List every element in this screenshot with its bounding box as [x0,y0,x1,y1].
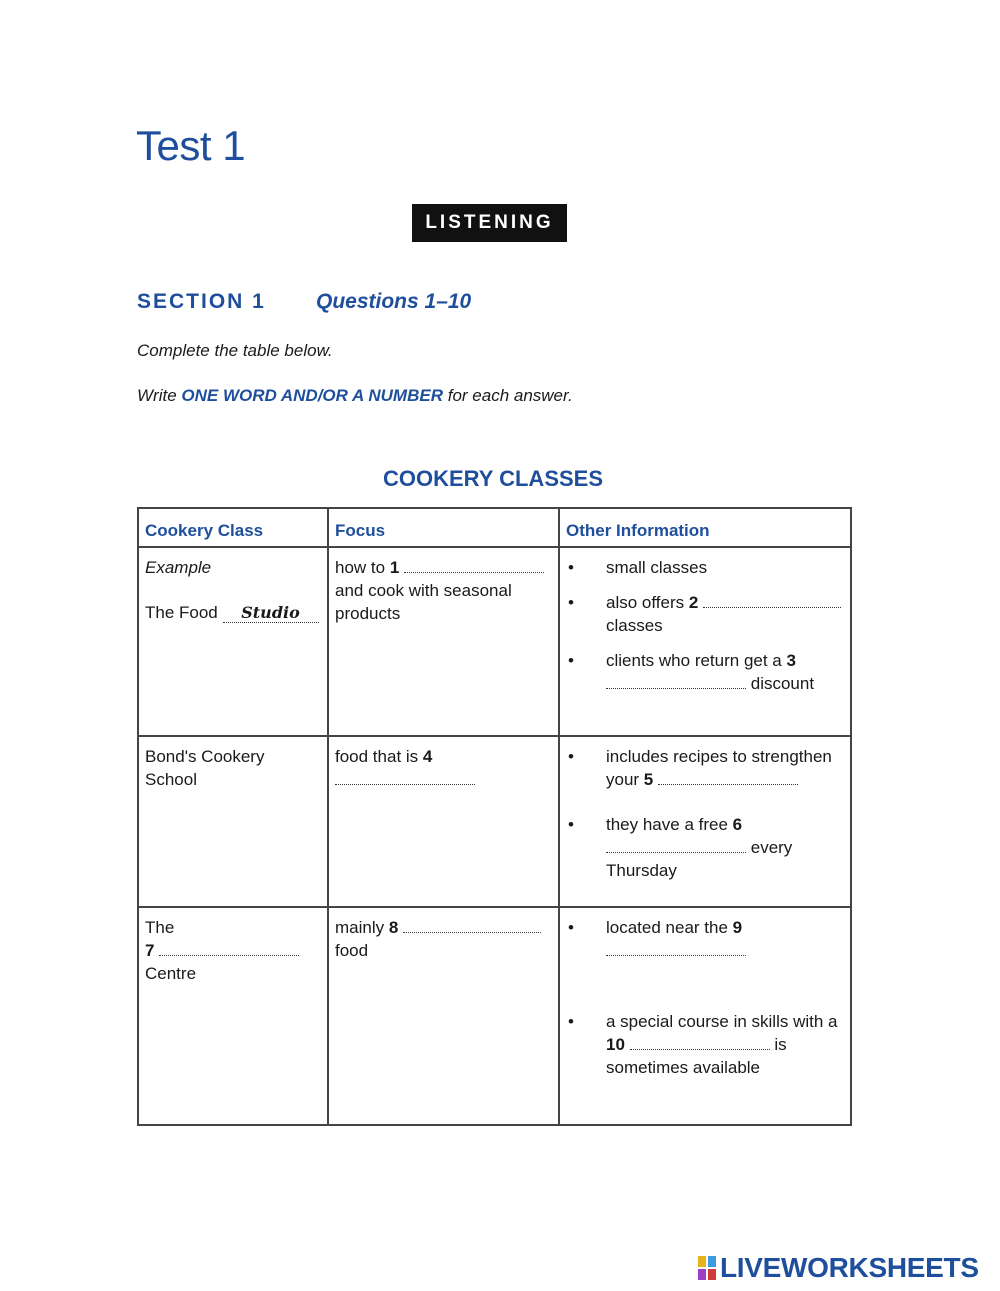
question-number-1: 1 [389,558,400,577]
section-label: SECTION 1 [137,290,266,313]
row1-focus-suffix: and cook with seasonal products [335,581,512,623]
row1-focus-prefix: how to [335,558,390,577]
header-focus: Focus [328,508,559,547]
instruction-prefix: Write [137,386,182,405]
bullet-icon: • [568,1012,574,1031]
question-number-8: 8 [388,918,399,937]
page-title: Test 1 [136,122,246,169]
example-answer-blank [223,604,319,623]
answer-blank-6[interactable] [606,838,746,853]
row1-info2 [606,591,844,637]
row2-info2 [606,813,844,882]
bullet-icon: • [568,815,574,834]
table-header-row [138,508,851,547]
row1-info2-prefix: also offers [606,593,689,612]
row1-class-cell [138,547,328,736]
header-cookery-class: Cookery Class [138,508,328,547]
example-label: Example [145,558,212,577]
answer-blank-3[interactable] [606,674,746,689]
row1-info3-prefix: clients who return get a [606,651,787,670]
instruction-line-1: Complete the table below. [137,341,333,360]
logo-square-blue [707,1255,717,1268]
row2-info1-prefix: includes recipes to strengthen your [606,747,832,789]
row2-info-cell [559,736,851,907]
instruction-line-2 [137,386,573,406]
list-item [566,591,844,637]
liveworksheets-logo-icon [697,1255,717,1281]
list-item [566,745,844,791]
row1-info2-suffix: classes [606,616,663,635]
answer-blank-9[interactable] [606,941,746,956]
row1-focus-text [335,556,552,625]
row3-focus-text [335,916,552,962]
row3-focus-cell [328,907,559,1125]
table-row [138,907,851,1125]
list-item [566,813,844,882]
row2-class-name: Bond's Cookery School [145,747,265,789]
header-other-information: Other Information [559,508,851,547]
bullet-icon: • [568,593,574,612]
row3-class-cell [138,907,328,1125]
row3-info2 [606,1010,844,1079]
liveworksheets-logo[interactable] [697,1252,979,1284]
row1-focus-cell [328,547,559,736]
bullet-icon: • [568,651,574,670]
row1-info1: small classes [606,558,708,577]
instruction-suffix: for each answer. [443,386,573,405]
row2-focus-cell [328,736,559,907]
table-title: COOKERY CLASSES [382,466,604,491]
table-row [138,547,851,736]
answer-blank-2[interactable] [703,593,841,608]
logo-square-red [707,1268,717,1281]
question-number-7: 7 [145,941,155,960]
question-number-4: 4 [422,747,433,766]
cookery-classes-table [137,507,852,1126]
question-number-5: 5 [643,770,654,789]
list-item [566,1010,844,1079]
bullet-icon: • [568,558,574,577]
answer-blank-7[interactable] [159,941,299,956]
row3-info1 [606,916,844,962]
row3-info1-prefix: located near the [606,918,733,937]
list-item [566,556,844,579]
questions-range: Questions 1–10 [316,290,472,313]
row2-info2-suffix: every Thursday [606,838,793,880]
answer-blank-4[interactable] [335,770,475,785]
list-item [566,916,844,962]
row1-info-cell [559,547,851,736]
row3-focus-suffix: food [335,941,369,960]
example-answer: Studio [241,603,300,622]
table-row [138,736,851,907]
row2-focus-prefix: food that is [335,747,423,766]
row3-focus-prefix: mainly [335,918,389,937]
bullet-icon: • [568,747,574,766]
question-number-10: 10 [606,1035,625,1054]
logo-text: LIVEWORKSHEETS [720,1252,979,1283]
answer-blank-8[interactable] [403,918,541,933]
row2-info1 [606,745,844,791]
row3-info2-prefix: a special course in skills with a [606,1012,838,1031]
answer-blank-10[interactable] [630,1035,770,1050]
bullet-icon: • [568,918,574,937]
row3-info2-suffix: is sometimes available [606,1035,787,1077]
row2-class-cell [138,736,328,907]
row2-focus-text [335,747,475,789]
row1-info3-suffix: discount [750,674,815,693]
row1-class-prefix: The Food [145,603,223,622]
row1-info3 [606,649,844,695]
row3-class-suffix: Centre [145,964,197,983]
row3-class-blank-line [145,939,321,962]
instruction-emphasis: ONE WORD AND/OR A NUMBER [181,386,443,405]
answer-blank-1[interactable] [404,558,544,573]
list-item [566,649,844,695]
row3-info-cell [559,907,851,1125]
question-number-3: 3 [786,651,796,670]
row1-class-name [145,601,321,624]
row2-info2-prefix: they have a free [606,815,733,834]
logo-square-purple [697,1268,707,1281]
row3-class-prefix: The [145,918,175,937]
answer-blank-5[interactable] [658,770,798,785]
logo-square-yellow [697,1255,707,1268]
question-number-6: 6 [732,815,743,834]
question-number-2: 2 [688,593,699,612]
listening-badge: LISTENING [412,204,567,242]
question-number-9: 9 [732,918,743,937]
